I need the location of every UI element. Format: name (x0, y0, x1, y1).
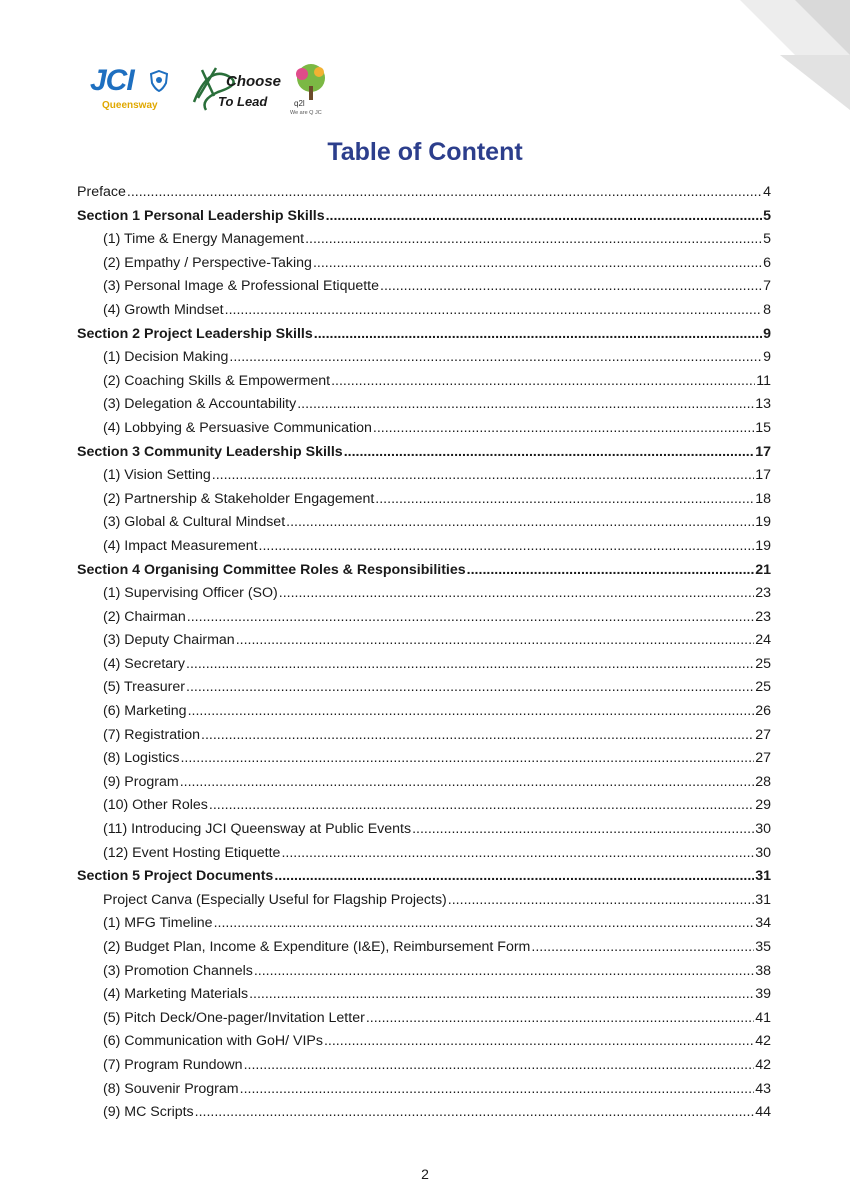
toc-entry-label: (2) Coaching Skills & Empowerment (103, 372, 331, 389)
toc-entry[interactable] (77, 703, 771, 727)
toc-entry-page: 29 (755, 797, 771, 814)
toc-entry[interactable] (77, 1033, 771, 1057)
toc-entry-page: 6 (763, 254, 771, 271)
toc-entry-label: (7) Registration (103, 726, 200, 743)
toc-entry-label: (5) Treasurer (103, 679, 185, 696)
toc-entry[interactable] (77, 915, 771, 939)
toc-entry-page: 9 (763, 349, 771, 366)
toc-entry-page: 27 (755, 726, 771, 743)
toc-section-entry[interactable] (77, 562, 771, 586)
toc-entry-page: 21 (755, 561, 771, 578)
toc-entry[interactable] (77, 1104, 771, 1128)
toc-entry-label: (2) Chairman (103, 608, 186, 625)
toc-entry-page: 9 (763, 325, 771, 342)
toc-entry-page: 5 (763, 231, 771, 248)
tolead-logo-text: To Lead (218, 94, 268, 109)
toc-leader-dots (186, 679, 754, 695)
toc-entry-label: (4) Secretary (103, 655, 185, 672)
toc-leader-dots (331, 373, 755, 389)
toc-entry-label: Preface (77, 184, 126, 200)
toc-entry-page: 17 (755, 467, 771, 484)
table-of-contents (77, 184, 771, 1128)
toc-entry-page: 44 (755, 1104, 771, 1121)
toc-entry-page: 8 (763, 301, 771, 318)
toc-entry-page: 43 (755, 1080, 771, 1097)
toc-entry[interactable] (77, 184, 771, 208)
toc-entry[interactable] (77, 231, 771, 255)
toc-leader-dots (240, 1081, 755, 1097)
toc-entry-label: (9) Program (103, 773, 179, 790)
toc-leader-dots (324, 1033, 754, 1049)
toc-leader-dots (127, 184, 762, 200)
toc-entry-label: (2) Budget Plan, Income & Expenditure (I&E), Reimbursement Form (103, 939, 531, 955)
toc-leader-dots (180, 750, 754, 766)
toc-entry-label: (1) MFG Timeline (103, 915, 213, 932)
toc-leader-dots (297, 396, 754, 412)
toc-entry[interactable] (77, 892, 771, 916)
toc-entry-label: (1) Supervising Officer (SO) (103, 585, 278, 602)
toc-leader-dots (286, 514, 754, 530)
toc-entry-label: Section 1 Personal Leadership Skills (77, 207, 325, 224)
toc-entry[interactable] (77, 1057, 771, 1081)
toc-leader-dots (344, 444, 755, 460)
toc-entry-page: 25 (755, 655, 771, 672)
toc-entry-page: 18 (755, 490, 771, 507)
choose-to-lead-logo (188, 62, 288, 114)
toc-leader-dots (214, 915, 755, 931)
toc-entry-label: (8) Logistics (103, 750, 180, 767)
toc-entry[interactable] (77, 632, 771, 656)
toc-section-entry[interactable] (77, 208, 771, 232)
toc-entry-label: (1) Decision Making (103, 349, 229, 366)
toc-entry-page: 13 (755, 396, 771, 413)
toc-entry-page: 31 (755, 891, 771, 908)
toc-entry[interactable] (77, 1010, 771, 1034)
toc-leader-dots (274, 868, 754, 884)
toc-entry-label: (3) Deputy Chairman (103, 632, 235, 649)
toc-entry[interactable] (77, 609, 771, 633)
toc-entry-label: (4) Lobbying & Persuasive Communication (103, 419, 372, 436)
toc-entry-page: 4 (763, 184, 771, 200)
jci-shield-icon (150, 70, 168, 92)
toc-entry[interactable] (77, 750, 771, 774)
toc-entry-label: (4) Impact Measurement (103, 537, 258, 554)
toc-entry-label: (9) MC Scripts (103, 1104, 194, 1121)
header-logos (90, 62, 350, 118)
toc-entry[interactable] (77, 774, 771, 798)
jci-queensway-logo (90, 64, 158, 111)
toc-entry-page: 41 (755, 1009, 771, 1026)
toc-entry[interactable] (77, 514, 771, 538)
toc-entry-label: Project Canva (Especially Useful for Flagship Projects) (103, 891, 447, 908)
toc-entry[interactable] (77, 656, 771, 680)
toc-entry[interactable] (77, 585, 771, 609)
toc-entry-page: 28 (755, 773, 771, 790)
toc-entry-label: (2) Partnership & Stakeholder Engagement (103, 490, 375, 507)
toc-leader-dots (281, 845, 754, 861)
toc-entry-page: 5 (763, 207, 771, 224)
toc-entry-label: (3) Global & Cultural Mindset (103, 514, 286, 531)
toc-leader-dots (209, 797, 754, 813)
toc-entry[interactable] (77, 491, 771, 515)
jci-logo-text: JCI (90, 64, 134, 97)
wearejc-logo-text: We are Q JC (290, 110, 322, 116)
toc-leader-dots (212, 467, 754, 483)
toc-entry-label: Section 3 Community Leadership Skills (77, 443, 343, 460)
toc-entry[interactable] (77, 467, 771, 491)
toc-leader-dots (373, 420, 754, 436)
toc-entry[interactable] (77, 538, 771, 562)
toc-entry-label: (3) Delegation & Accountability (103, 396, 297, 413)
toc-entry-label: (3) Personal Image & Professional Etiquette (103, 278, 380, 295)
toc-entry-page: 7 (763, 278, 771, 295)
toc-leader-dots (254, 963, 754, 979)
toc-leader-dots (236, 632, 755, 648)
toc-section-entry[interactable] (77, 326, 771, 350)
toc-leader-dots (195, 1104, 755, 1120)
toc-leader-dots (259, 538, 755, 554)
page-title: Table of Content (327, 138, 523, 166)
toc-entry-page: 19 (755, 514, 771, 531)
toc-entry-page: 39 (755, 986, 771, 1003)
toc-leader-dots (448, 892, 754, 908)
toc-entry-page: 27 (755, 750, 771, 767)
toc-entry-label: (2) Empathy / Perspective-Taking (103, 254, 312, 271)
toc-entry[interactable] (77, 845, 771, 869)
toc-entry[interactable] (77, 727, 771, 751)
toc-entry-page: 15 (755, 419, 771, 436)
toc-entry-page: 30 (755, 844, 771, 861)
toc-entry-page: 26 (755, 703, 771, 720)
toc-entry-label: (1) Vision Setting (103, 467, 211, 484)
toc-entry-label: (3) Promotion Channels (103, 962, 253, 979)
toc-entry-label: (6) Marketing (103, 703, 187, 720)
jci-logo-subtext: Queensway (102, 100, 158, 111)
toc-entry-label: (10) Other Roles (103, 797, 208, 814)
toc-entry-label: Section 5 Project Documents (77, 868, 274, 885)
toc-entry[interactable] (77, 939, 771, 963)
toc-entry-page: 19 (755, 537, 771, 554)
toc-leader-dots (201, 727, 754, 743)
toc-leader-dots (531, 939, 754, 955)
tree-icon (288, 62, 334, 116)
toc-entry-page: 30 (755, 821, 771, 838)
toc-section-entry[interactable] (77, 444, 771, 468)
toc-entry-page: 31 (755, 868, 771, 885)
toc-leader-dots (279, 585, 754, 601)
toc-entry-page: 35 (755, 939, 771, 955)
toc-leader-dots (314, 326, 762, 342)
toc-leader-dots (229, 349, 762, 365)
svg-text:q2l: q2l (294, 99, 305, 108)
toc-entry-label: (4) Marketing Materials (103, 986, 249, 1003)
toc-entry-page: 38 (755, 962, 771, 979)
choose-to-lead-swirl-icon (188, 62, 288, 114)
toc-entry-label: Section 4 Organising Committee Roles & Responsibilities (77, 561, 466, 578)
toc-leader-dots (180, 774, 755, 790)
toc-leader-dots (326, 208, 763, 224)
we-are-qjc-logo (288, 62, 334, 116)
toc-entry-label: (11) Introducing JCI Queensway at Public Events (103, 821, 412, 838)
toc-entry-page: 34 (755, 915, 771, 932)
toc-entry[interactable] (77, 278, 771, 302)
toc-entry-page: 23 (755, 608, 771, 625)
toc-entry-label: (8) Souvenir Program (103, 1080, 239, 1097)
toc-leader-dots (187, 609, 754, 625)
toc-leader-dots (467, 562, 755, 578)
toc-entry-page: 42 (755, 1033, 771, 1050)
toc-entry-page: 42 (755, 1056, 771, 1073)
toc-entry[interactable] (77, 963, 771, 987)
toc-entry-label: (7) Program Rundown (103, 1056, 243, 1073)
toc-entry[interactable] (77, 373, 771, 397)
toc-leader-dots (244, 1057, 755, 1073)
page-number: 2 (421, 1166, 429, 1182)
toc-leader-dots (188, 703, 755, 719)
toc-section-entry[interactable] (77, 868, 771, 892)
toc-entry-label: (4) Growth Mindset (103, 301, 224, 318)
toc-entry-label: (5) Pitch Deck/One-pager/Invitation Letter (103, 1009, 365, 1026)
toc-leader-dots (313, 255, 762, 271)
toc-leader-dots (186, 656, 754, 672)
toc-entry[interactable] (77, 349, 771, 373)
toc-entry-page: 24 (755, 632, 771, 649)
toc-entry[interactable] (77, 255, 771, 279)
toc-entry-page: 25 (755, 679, 771, 696)
toc-entry-label: (1) Time & Energy Management (103, 231, 305, 248)
toc-leader-dots (375, 491, 754, 507)
toc-leader-dots (249, 986, 754, 1002)
toc-entry-label: Section 2 Project Leadership Skills (77, 325, 313, 342)
toc-leader-dots (305, 231, 762, 247)
toc-leader-dots (412, 821, 754, 837)
toc-entry-page: 11 (756, 372, 771, 389)
toc-entry-page: 17 (755, 443, 771, 460)
toc-entry[interactable] (77, 679, 771, 703)
toc-entry[interactable] (77, 420, 771, 444)
toc-leader-dots (225, 302, 762, 318)
toc-leader-dots (380, 278, 762, 294)
toc-entry-page: 23 (755, 585, 771, 602)
toc-entry[interactable] (77, 302, 771, 326)
toc-entry[interactable] (77, 396, 771, 420)
toc-entry[interactable] (77, 1081, 771, 1105)
toc-entry[interactable] (77, 986, 771, 1010)
toc-leader-dots (366, 1010, 754, 1026)
toc-entry[interactable] (77, 797, 771, 821)
page-corner-decoration (740, 0, 850, 110)
toc-entry-label: (6) Communication with GoH/ VIPs (103, 1033, 323, 1050)
choose-logo-text: Choose (226, 73, 282, 90)
toc-entry[interactable] (77, 821, 771, 845)
toc-entry-label: (12) Event Hosting Etiquette (103, 844, 281, 861)
